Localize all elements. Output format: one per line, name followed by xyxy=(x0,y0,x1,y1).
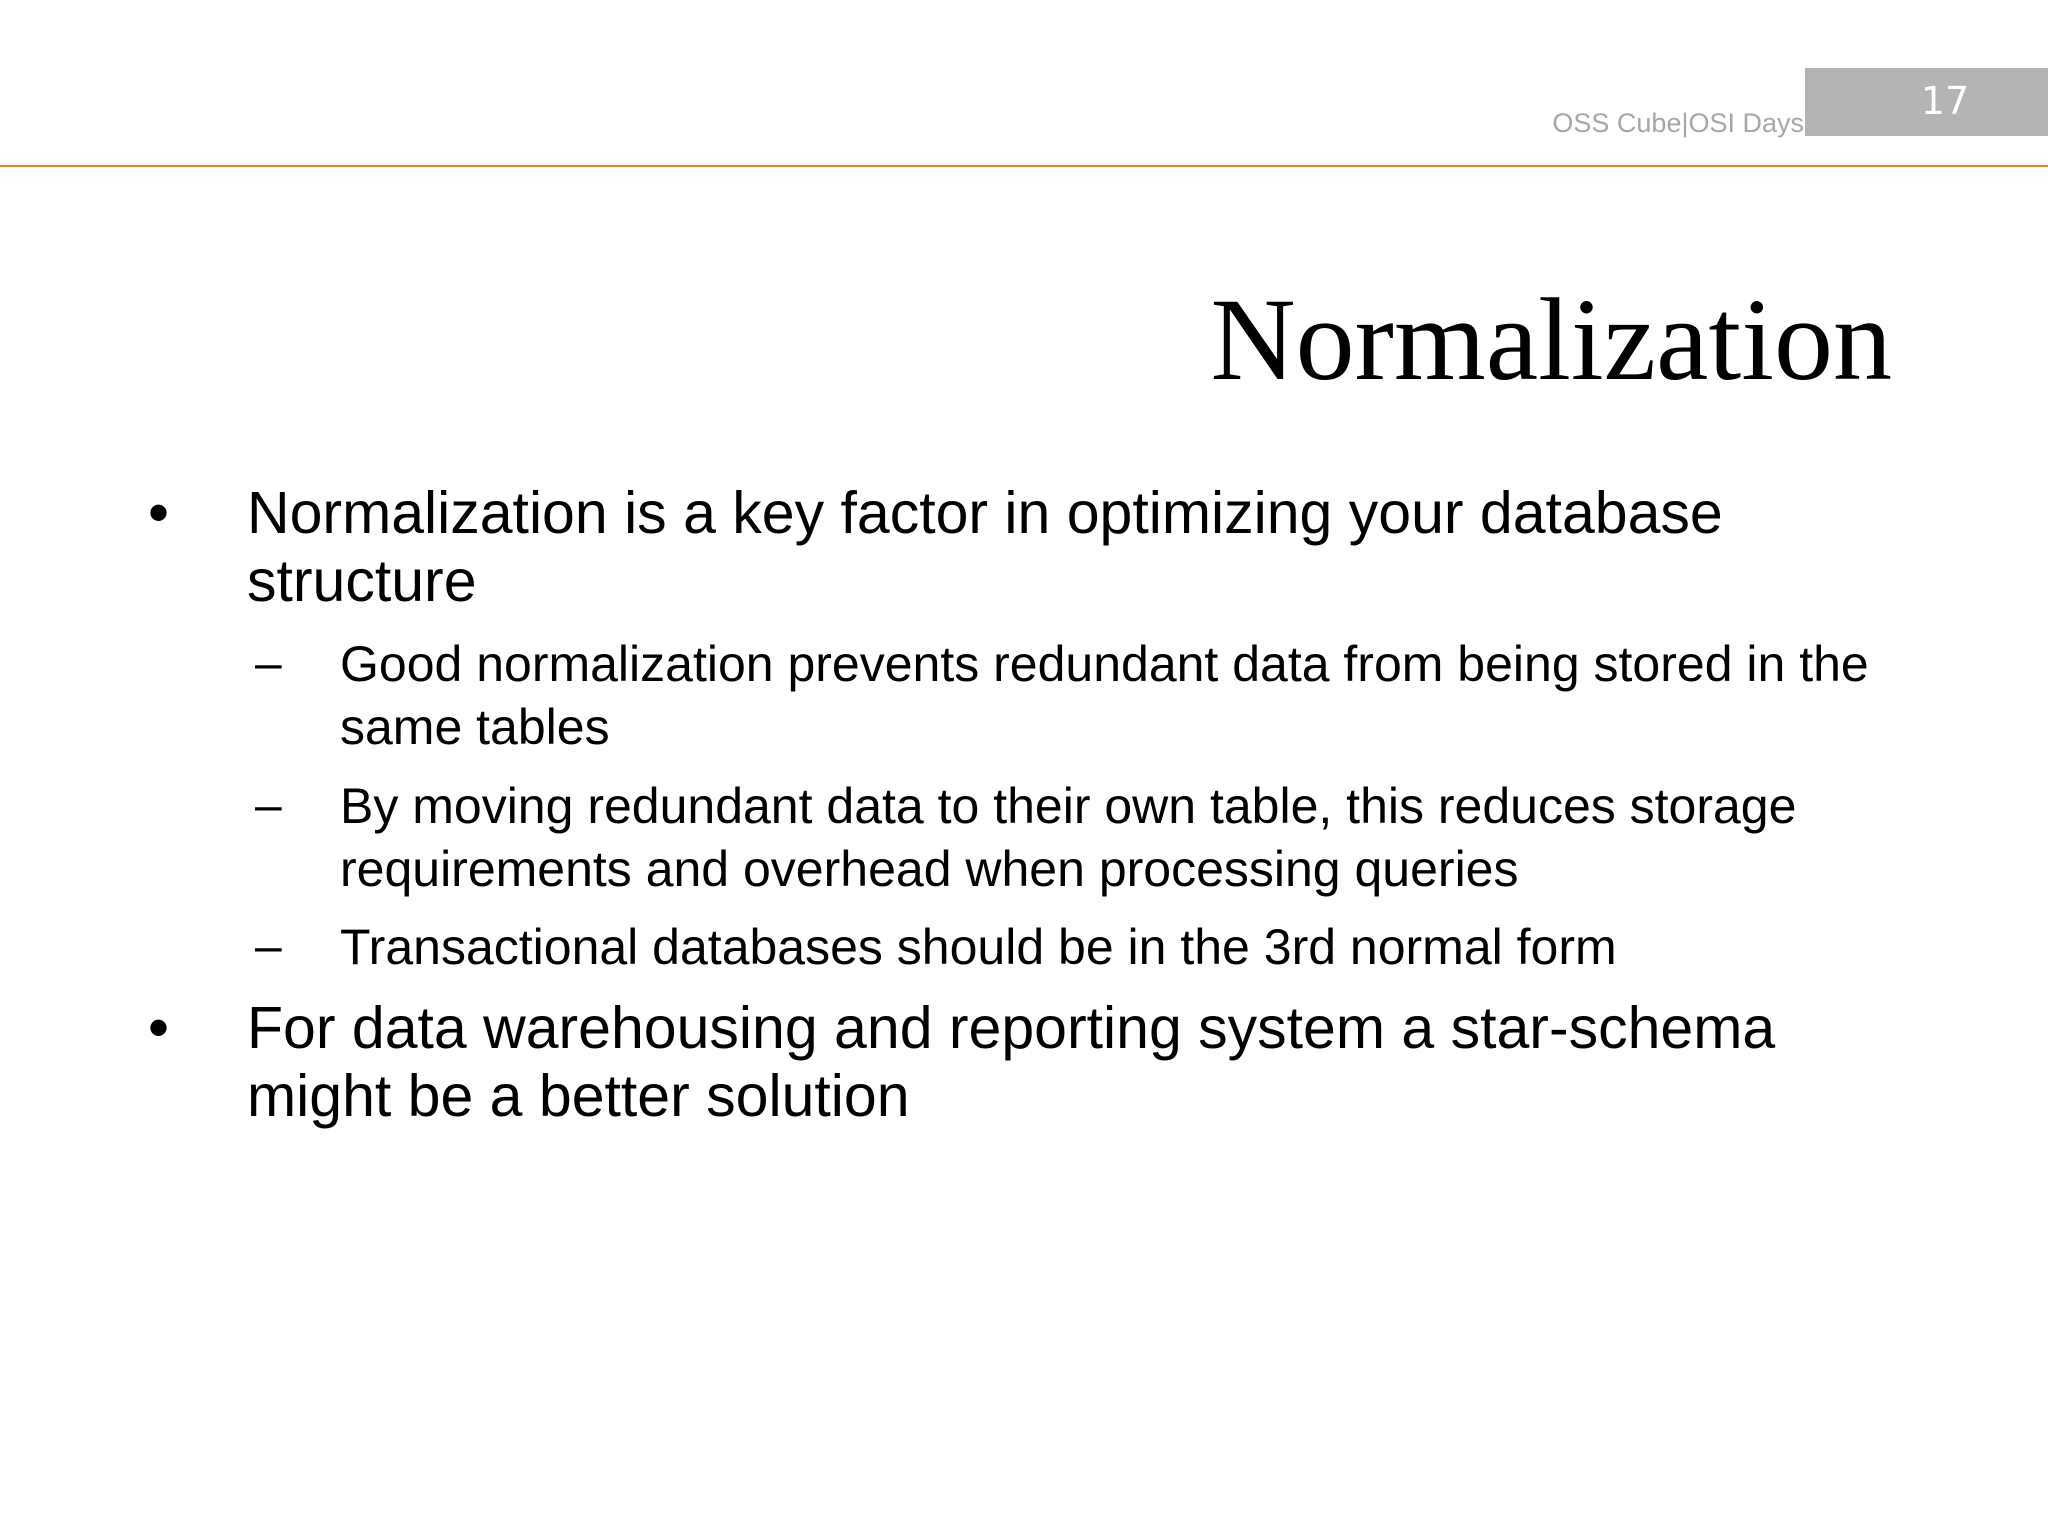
sub-item-1: Good normalization prevents redundant data from being stored in the same tables xyxy=(340,636,1869,755)
sub-item-2: By moving redundant data to their own table, this reduces storage requirements and overhead when processing queries xyxy=(340,778,1797,897)
dash-marker: – xyxy=(255,920,282,973)
bullet-item-2: For data warehousing and reporting system a star-schema might be a better solution xyxy=(247,995,1776,1129)
dash-marker: – xyxy=(255,637,282,690)
page-number: 17 xyxy=(1920,79,1970,123)
footer-brand: OSS Cube|OSI Days xyxy=(1552,108,1804,138)
bullet-item-1: Normalization is a key factor in optimizing your database structure xyxy=(247,480,1723,614)
bullet-marker: • xyxy=(148,994,170,1061)
slide-title: Normalization xyxy=(1210,274,1892,405)
bullet-marker: • xyxy=(148,479,170,546)
dash-marker: – xyxy=(255,779,282,832)
sub-item-3: Transactional databases should be in the 3rd normal form xyxy=(340,919,1617,975)
